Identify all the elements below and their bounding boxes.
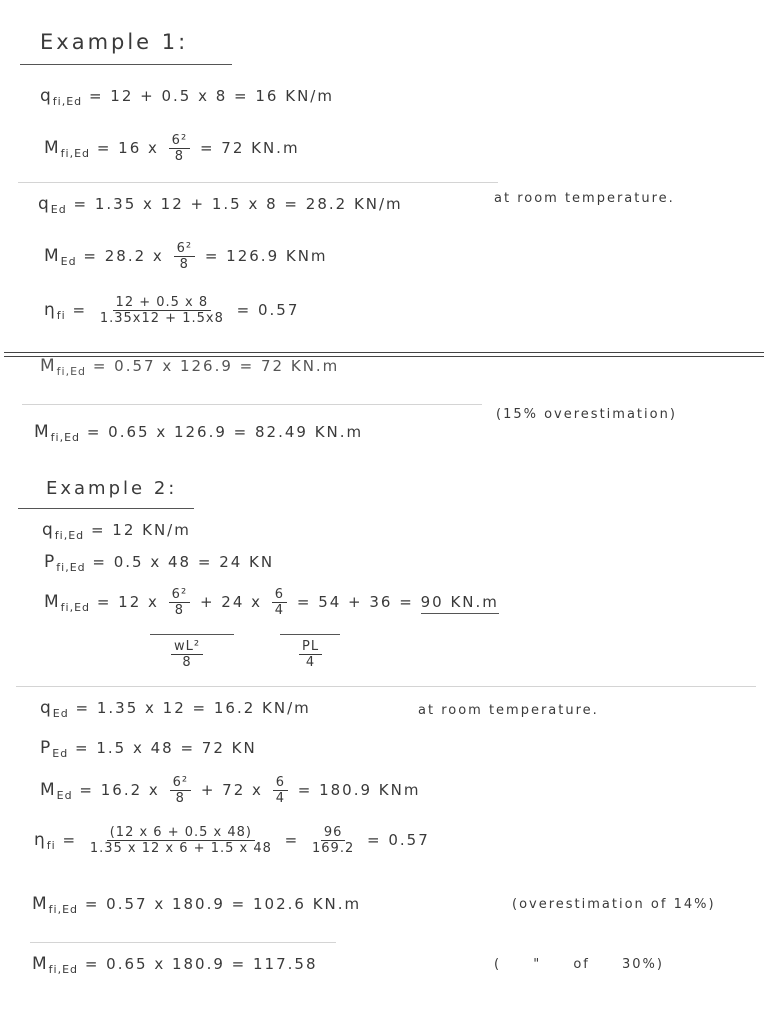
ex2-p-ed-symbol: P bbox=[40, 738, 53, 758]
ex2-m-fi-065-expression: = 0.65 x 180.9 = 117.58 bbox=[84, 955, 318, 973]
ex1-m-ed-subscript: Ed bbox=[60, 255, 77, 268]
ex2-m-ed-mid: + 72 x bbox=[200, 781, 263, 799]
ex1-eta-pre: = bbox=[72, 301, 88, 319]
ex2-q-ed-symbol: q bbox=[40, 698, 53, 718]
ex2-m-ed-line bbox=[40, 776, 420, 805]
ex2-m-ed-fraction-2 bbox=[273, 776, 288, 805]
ex2-p-ed-expression: = 1.5 x 48 = 72 KN bbox=[74, 739, 257, 757]
ex2-m-fi-ed-numerator-2: 6 bbox=[272, 588, 287, 603]
pl-over-4-fraction bbox=[299, 640, 322, 669]
ex1-q-ed-subscript: Ed bbox=[50, 203, 67, 216]
pl-term-underline bbox=[280, 634, 340, 635]
ex2-p-fi-ed-expression: = 0.5 x 48 = 24 KN bbox=[92, 553, 275, 571]
ex1-q-ed-symbol: q bbox=[38, 194, 51, 214]
ex1-q-ed-note: at room temperature. bbox=[494, 191, 675, 206]
ex1-m-fi-crossed-subscript: fi,Ed bbox=[56, 365, 87, 378]
ex2-eta-numerator-2: 96 bbox=[321, 826, 346, 841]
ex2-m-fi-ed-denominator-2: 4 bbox=[274, 603, 285, 618]
ex2-m-ed-fraction-1 bbox=[170, 776, 191, 805]
ex2-q-fi-ed-symbol: q bbox=[42, 520, 55, 540]
wl2-denominator: 8 bbox=[182, 655, 192, 670]
ex2-eta-denominator-1: 1.35 x 12 x 6 + 1.5 x 48 bbox=[89, 841, 272, 856]
ex1-m-fi-crossed-line bbox=[40, 358, 339, 377]
ex1-eta-subscript: fi bbox=[56, 309, 66, 322]
ex2-m-fi-065-symbol: M bbox=[32, 954, 49, 974]
ex1-m-fi-ed-denominator: 8 bbox=[174, 149, 185, 164]
ex2-m-fi-ed-result: 90 KN.m bbox=[421, 593, 499, 614]
ex1-eta-fraction bbox=[97, 296, 227, 325]
ex2-eta-pre: = bbox=[62, 831, 78, 849]
ex2-m-fi-ed-mid: + 24 x bbox=[199, 593, 263, 611]
ex2-p-ed-line bbox=[40, 740, 257, 759]
ex2-m-ed-denominator-2: 4 bbox=[275, 791, 285, 806]
wl2-over-8-fraction bbox=[171, 640, 203, 669]
ex2-m-fi-057-expression: = 0.57 x 180.9 = 102.6 KN.m bbox=[84, 895, 362, 913]
ex2-eta-subscript: fi bbox=[46, 839, 56, 852]
ex1-m-fi-065-line bbox=[34, 424, 363, 443]
ex1-eta-numerator: 12 + 0.5 x 8 bbox=[113, 296, 212, 311]
double-rule-top bbox=[4, 352, 764, 353]
ex1-m-ed-fraction bbox=[174, 242, 195, 271]
ex1-m-ed-pre: = 28.2 x bbox=[83, 247, 164, 265]
example-2-title-underline bbox=[18, 508, 194, 509]
ex2-m-fi-065-note: ( " of 30%) bbox=[494, 957, 664, 972]
divider bbox=[22, 404, 482, 405]
ex1-m-ed-line bbox=[44, 242, 328, 271]
ex1-eta-result: = 0.57 bbox=[236, 301, 300, 319]
ex1-q-ed-expression: = 1.35 x 12 + 1.5 x 8 = 28.2 KN/m bbox=[73, 195, 403, 213]
divider bbox=[16, 686, 756, 687]
ex1-m-fi-065-symbol: M bbox=[34, 422, 51, 442]
ex2-p-fi-ed-subscript: fi,Ed bbox=[56, 561, 86, 574]
ex1-m-fi-ed-subscript: fi,Ed bbox=[60, 147, 91, 160]
ex2-m-fi-065-subscript: fi,Ed bbox=[48, 963, 79, 976]
ex1-m-fi-crossed-expression: = 0.57 x 126.9 = 72 KN.m bbox=[92, 357, 340, 375]
ex2-eta-fraction-2 bbox=[309, 826, 357, 855]
ex1-m-fi-ed-result: = 72 KN.m bbox=[199, 139, 300, 157]
ex1-m-ed-denominator: 8 bbox=[179, 257, 189, 272]
ex1-m-fi-ed-fraction bbox=[169, 134, 190, 163]
ex2-m-ed-result: = 180.9 KNm bbox=[297, 781, 421, 799]
example-1-title-underline bbox=[20, 64, 232, 65]
ex1-m-fi-065-subscript: fi,Ed bbox=[50, 431, 81, 444]
ex1-m-ed-symbol: M bbox=[44, 246, 61, 266]
ex1-eta-line bbox=[44, 296, 299, 325]
wl2-numerator: wL² bbox=[171, 640, 203, 655]
example-2-title: Example 2: bbox=[46, 478, 178, 499]
ex2-m-fi-ed-line bbox=[44, 588, 499, 617]
ex1-q-fi-ed-symbol: q bbox=[40, 86, 53, 106]
ex1-m-ed-result: = 126.9 KNm bbox=[204, 247, 328, 265]
ex2-m-fi-ed-pre: = 12 x bbox=[96, 593, 159, 611]
ex1-q-fi-ed-subscript: fi,Ed bbox=[52, 95, 83, 108]
ex2-m-fi-065-line bbox=[32, 956, 318, 975]
ex2-eta-result: = 0.57 bbox=[367, 831, 430, 849]
ex2-m-ed-pre: = 16.2 x bbox=[79, 781, 160, 799]
ex2-q-ed-note: at room temperature. bbox=[418, 703, 599, 718]
wl2-term-underline bbox=[150, 634, 234, 635]
ex2-eta-denominator-2: 169.2 bbox=[312, 841, 355, 856]
ex2-q-ed-expression: = 1.35 x 12 = 16.2 KN/m bbox=[75, 699, 311, 717]
ex1-m-fi-ed-numerator: 6² bbox=[169, 134, 190, 149]
ex2-m-fi-ed-fraction-1 bbox=[169, 588, 190, 617]
ex1-eta-denominator: 1.35x12 + 1.5x8 bbox=[99, 311, 224, 326]
ex2-p-ed-subscript: Ed bbox=[52, 747, 69, 760]
ex2-eta-line bbox=[34, 826, 430, 855]
ex2-q-ed-subscript: Ed bbox=[52, 707, 69, 720]
ex2-m-fi-ed-fraction-2 bbox=[272, 588, 287, 617]
wl2-over-8-label bbox=[168, 640, 206, 669]
ex2-m-ed-numerator-1: 6² bbox=[170, 776, 191, 791]
divider bbox=[30, 942, 336, 943]
ex2-eta-fraction-1 bbox=[87, 826, 275, 855]
pl-numerator: PL bbox=[299, 640, 322, 655]
ex2-m-fi-057-symbol: M bbox=[32, 894, 49, 914]
ex1-eta-symbol: η bbox=[44, 300, 57, 320]
pl-over-4-label bbox=[296, 640, 325, 669]
ex2-p-fi-ed-symbol: P bbox=[44, 552, 57, 572]
example-1-title: Example 1: bbox=[40, 30, 189, 54]
ex2-eta-symbol: η bbox=[34, 830, 47, 850]
ex2-m-fi-057-subscript: fi,Ed bbox=[48, 903, 79, 916]
divider bbox=[18, 182, 498, 183]
ex2-m-fi-ed-numerator-1: 6² bbox=[169, 588, 190, 603]
ex2-m-fi-ed-denominator-1: 8 bbox=[174, 603, 185, 618]
ex2-q-fi-ed-line bbox=[42, 522, 191, 541]
ex2-m-ed-numerator-2: 6 bbox=[273, 776, 288, 791]
ex1-m-ed-numerator: 6² bbox=[174, 242, 195, 257]
ex2-p-fi-ed-line bbox=[44, 554, 274, 573]
ex2-m-fi-ed-post: = 54 + 36 = bbox=[296, 593, 414, 611]
ex1-m-fi-065-expression: = 0.65 x 126.9 = 82.49 KN.m bbox=[86, 423, 364, 441]
ex2-m-ed-symbol: M bbox=[40, 780, 57, 800]
ex2-eta-mid: = bbox=[284, 831, 300, 849]
ex1-m-fi-ed-pre: = 16 x bbox=[96, 139, 159, 157]
ex2-m-fi-057-line bbox=[32, 896, 361, 915]
ex2-q-ed-line bbox=[40, 700, 311, 719]
ex1-q-fi-ed-expression: = 12 + 0.5 x 8 = 16 KN/m bbox=[88, 87, 334, 105]
ex2-m-ed-subscript: Ed bbox=[56, 789, 73, 802]
ex2-m-ed-denominator-1: 8 bbox=[175, 791, 185, 806]
pl-denominator: 4 bbox=[305, 655, 316, 670]
ex2-m-fi-ed-symbol: M bbox=[44, 592, 61, 612]
ex1-m-fi-ed-symbol: M bbox=[44, 138, 61, 158]
ex2-m-fi-057-note: (overestimation of 14%) bbox=[512, 897, 716, 912]
ex2-eta-numerator-1: (12 x 6 + 0.5 x 48) bbox=[107, 826, 255, 841]
ex2-q-fi-ed-subscript: fi,Ed bbox=[54, 529, 85, 542]
ex1-m-fi-065-note: (15% overestimation) bbox=[496, 407, 677, 422]
ex1-q-fi-ed-line bbox=[40, 88, 334, 107]
ex1-q-ed-line bbox=[38, 196, 403, 215]
ex1-m-fi-crossed-symbol: M bbox=[40, 356, 57, 376]
ex2-q-fi-ed-expression: = 12 KN/m bbox=[90, 521, 191, 539]
ex2-m-fi-ed-subscript: fi,Ed bbox=[60, 601, 91, 614]
ex1-m-fi-ed-line bbox=[44, 134, 300, 163]
